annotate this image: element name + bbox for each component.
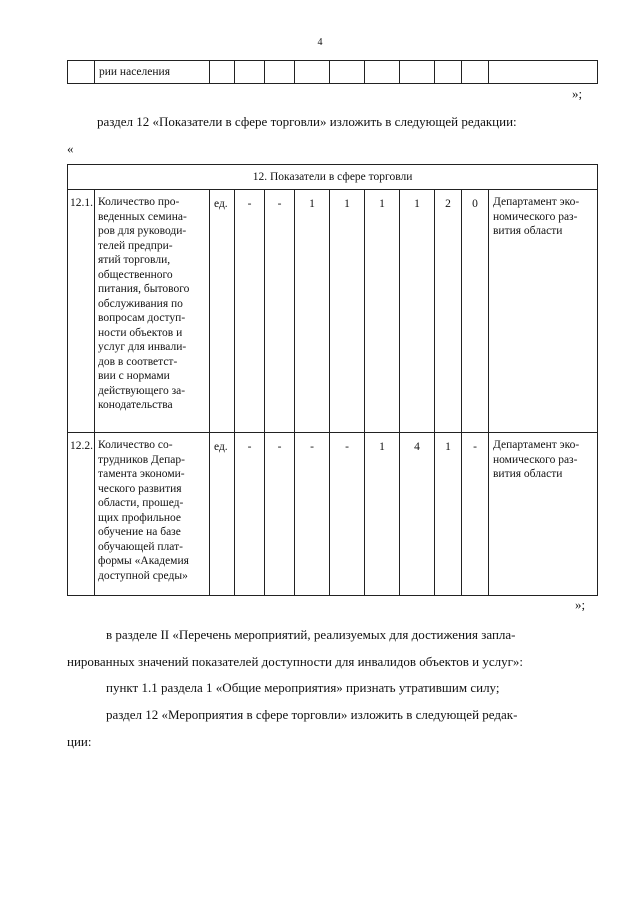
value-cell: - [235, 190, 265, 433]
paragraph-line: ции: [67, 734, 92, 749]
value-cell: - [295, 433, 330, 596]
value-cell: 1 [295, 190, 330, 433]
value-cell: 4 [400, 433, 435, 596]
indicators-table [67, 164, 598, 596]
unit-cell: ед. [210, 190, 235, 433]
value-cell: - [265, 433, 295, 596]
row-number: 12.1. [68, 190, 95, 433]
intro-paragraph: раздел 12 «Показатели в сфере торговли» изложить в следующей редакции: [97, 114, 517, 129]
value-cell: - [462, 433, 489, 596]
indicator-name: Количество про- веденных семина- ров для руководи- телей предпри- ятий торговли, общественного питания, бытового обслуживания по вопросам доступ- ности объектов и услуг для инвали- дов в соответст- вии с нормами действующего за- конодательства [95, 190, 210, 433]
value-cell: - [235, 433, 265, 596]
value-cell: 2 [435, 190, 462, 433]
indicator-name: Количество со- трудников Депар- тамента экономи- ческого развития области, прошед- щих профильное обучение на базе обучающей плат- формы «Академия доступной среды» [95, 433, 210, 596]
closing-quote: »; [572, 86, 583, 101]
value-cell: 0 [462, 190, 489, 433]
value-cell: - [330, 433, 365, 596]
paragraph-line: раздел 12 «Мероприятия в сфере торговли» изложить в следующей редак- [106, 707, 518, 722]
row-number: 12.2. [68, 433, 95, 596]
paragraph-line: пункт 1.1 раздела 1 «Общие мероприятия» признать утратившим силу; [106, 680, 500, 695]
value-cell: 1 [365, 433, 400, 596]
table-cell: рии населения [95, 61, 210, 84]
value-cell: 1 [435, 433, 462, 596]
page-number: 4 [317, 37, 323, 48]
value-cell: 1 [330, 190, 365, 433]
unit-cell: ед. [210, 433, 235, 596]
department-cell: Департамент эко- номического раз- вития области [489, 190, 598, 433]
value-cell: - [265, 190, 295, 433]
department-cell: Департамент эко- номического раз- вития области [489, 433, 598, 596]
paragraph-line: в разделе II «Перечень мероприятий, реализуемых для достижения запла- [106, 627, 516, 642]
value-cell: 1 [400, 190, 435, 433]
table-row [68, 433, 598, 596]
table-section-header: 12. Показатели в сфере торговли [68, 165, 598, 190]
top-table-fragment [67, 60, 598, 84]
paragraph-line: нированных значений показателей доступности для инвалидов объектов и услуг»: [67, 654, 524, 669]
closing-quote: »; [575, 597, 586, 612]
opening-quote: « [67, 141, 74, 156]
table-row [68, 190, 598, 433]
table-row [68, 61, 598, 84]
value-cell: 1 [365, 190, 400, 433]
